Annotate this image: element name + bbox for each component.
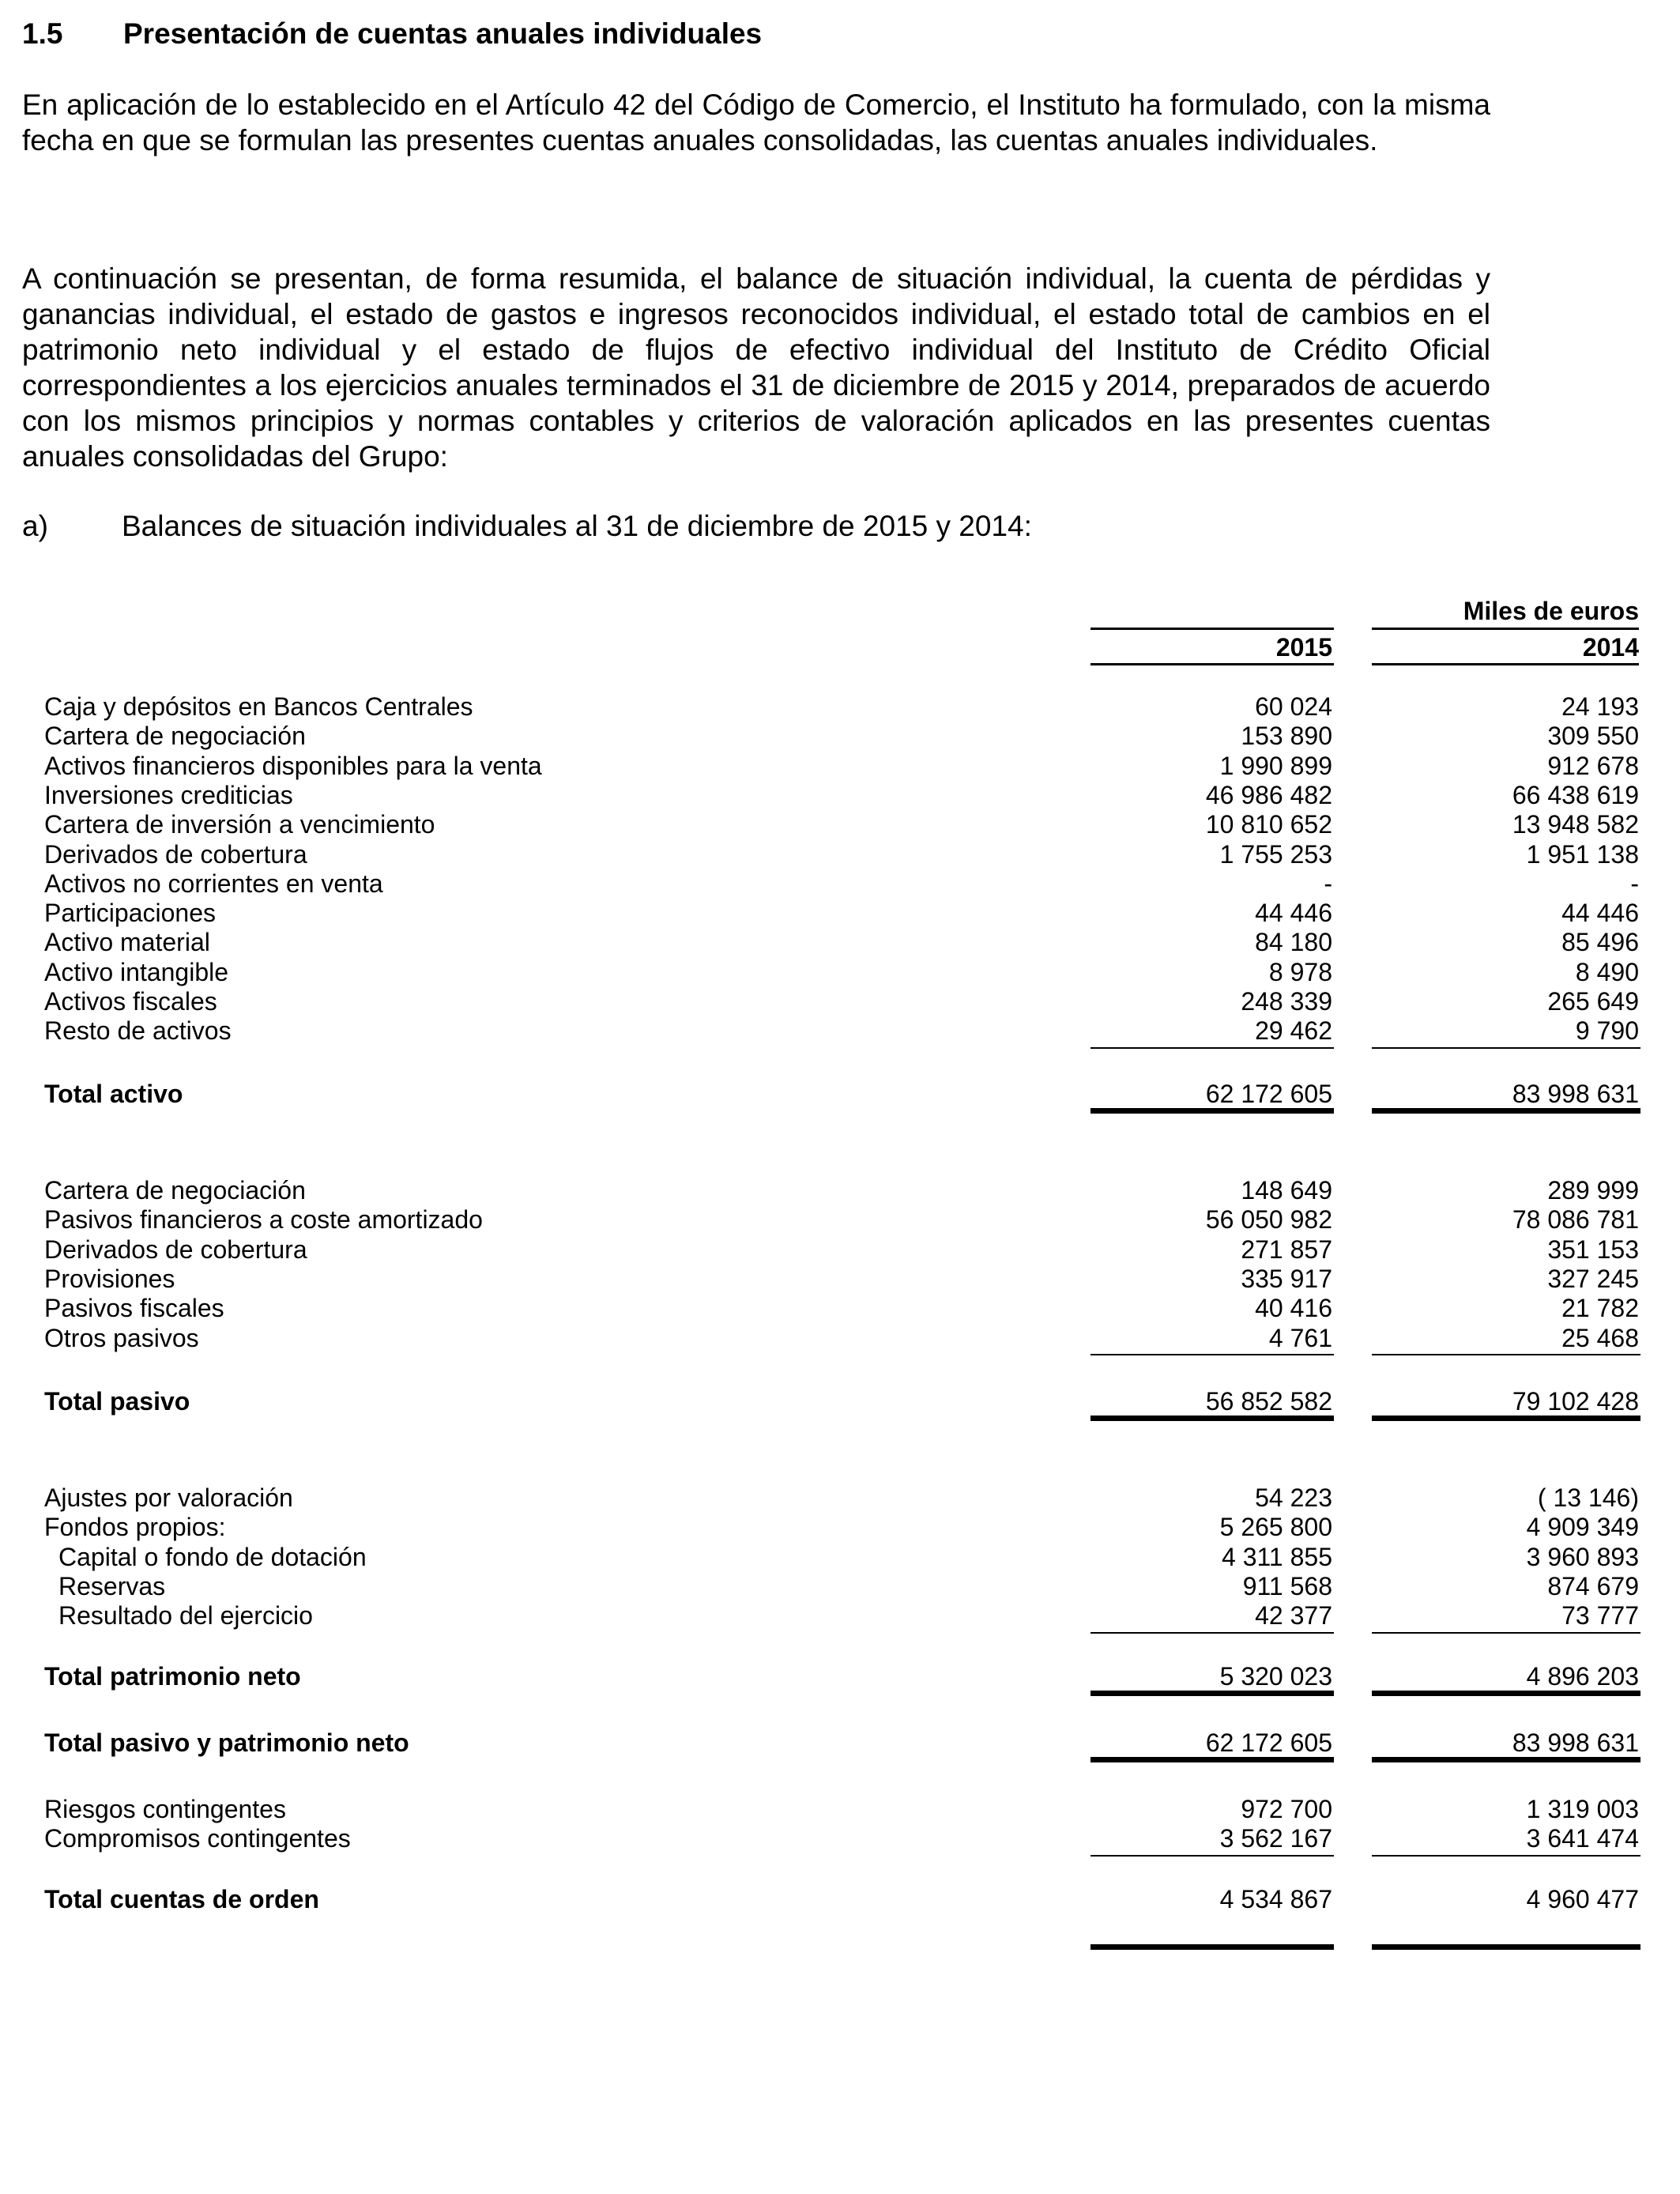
value-2015: 248 339 — [1241, 987, 1332, 1016]
value-2014: 1 951 138 — [1526, 839, 1639, 869]
value-2015: 5 320 023 — [1219, 1662, 1332, 1691]
value-2014: 309 550 — [1547, 722, 1639, 751]
table-row — [0, 1264, 1680, 1294]
header-rule — [1090, 628, 1334, 630]
subtotal-rule — [1090, 1632, 1334, 1634]
subtotal-rule — [1372, 1047, 1640, 1049]
section-title: Presentación de cuentas anuales individuales — [123, 17, 763, 50]
value-2014: 265 649 — [1547, 987, 1639, 1016]
value-2014: 289 999 — [1547, 1176, 1639, 1204]
value-2014: - — [1630, 869, 1639, 898]
table-row — [0, 1016, 1680, 1046]
table-row — [0, 1512, 1680, 1542]
table-row — [0, 1175, 1680, 1205]
list-text: Balances de situación individuales al 31 de diciembre de 2015 y 2014: — [122, 510, 1032, 542]
value-2015: 972 700 — [1241, 1795, 1332, 1823]
value-2014: 4 896 203 — [1526, 1662, 1639, 1691]
total-row — [0, 1386, 1680, 1416]
column-header-2014: 2014 — [1582, 633, 1639, 662]
table-row — [0, 809, 1680, 839]
value-2014: 44 446 — [1561, 899, 1639, 928]
value-2015: 84 180 — [1255, 928, 1332, 957]
value-2015: 29 462 — [1255, 1016, 1332, 1046]
table-row — [0, 869, 1680, 899]
row-label: Riesgos contingentes — [44, 1795, 286, 1823]
table-row — [0, 1204, 1680, 1235]
header-bottom-rule — [1090, 663, 1334, 665]
subtotal-rule — [1090, 1354, 1334, 1355]
value-2014: 351 153 — [1547, 1235, 1639, 1264]
value-2015: 911 568 — [1242, 1571, 1332, 1600]
row-label: Cartera de negociación — [44, 722, 306, 751]
row-label: Activos fiscales — [44, 987, 217, 1016]
total-row — [0, 1079, 1680, 1109]
total-underline — [1090, 1416, 1334, 1421]
row-label: Cartera de inversión a vencimiento — [44, 810, 435, 839]
table-row — [0, 898, 1680, 928]
value-2014: 78 086 781 — [1512, 1205, 1639, 1235]
unit-header: Miles de euros — [1463, 597, 1639, 625]
row-label: Activo intangible — [44, 957, 229, 986]
row-label: Ajustes por valoración — [44, 1483, 293, 1512]
table-row — [0, 1794, 1680, 1824]
total-row — [0, 1661, 1680, 1691]
value-2015: 46 986 482 — [1205, 780, 1332, 809]
value-2015: 62 172 605 — [1205, 1728, 1332, 1757]
value-2014: 13 948 582 — [1512, 810, 1639, 839]
value-2014: 8 490 — [1575, 957, 1639, 986]
subtotal-rule — [1372, 1632, 1640, 1634]
row-label: Otros pasivos — [44, 1323, 199, 1352]
summary-paragraph: A continuación se presentan, de forma resumida, el balance de situación individual, la cuenta de pérdidas y ganancias individual, el estado de gastos e ingresos reconocidos individual, el estado total de cambios en el patrimonio neto individual y el estado de flujos de efectivo individual del Instituto de Crédito Oficial correspondientes a los ejercicios anuales terminados el 31 de diciembre de 2015 y 2014, preparados de acuerdo con los mismos principios y normas contables y criterios de valoración aplicados en las presentes cuentas anuales consolidadas del Grupo: — [22, 262, 1490, 473]
table-row — [0, 986, 1680, 1016]
value-2015: 4 761 — [1268, 1323, 1332, 1352]
row-label: Caja y depósitos en Bancos Centrales — [44, 692, 473, 721]
value-2015: 4 534 867 — [1219, 1885, 1332, 1913]
value-2015: 56 050 982 — [1205, 1205, 1332, 1235]
value-2014: 9 790 — [1575, 1016, 1639, 1046]
value-2014: 66 438 619 — [1512, 780, 1639, 809]
row-label: Total cuentas de orden — [44, 1885, 319, 1913]
value-2015: 8 978 — [1268, 957, 1332, 986]
row-label: Total activo — [44, 1080, 183, 1108]
row-label: Total pasivo — [44, 1387, 190, 1416]
value-2014: 4 960 477 — [1526, 1885, 1639, 1913]
row-label: Pasivos fiscales — [44, 1294, 224, 1323]
row-label: Activos no corrientes en venta — [44, 869, 383, 898]
column-header-2015: 2015 — [1275, 633, 1332, 662]
value-2014: 21 782 — [1561, 1294, 1639, 1323]
value-2014: 874 679 — [1547, 1571, 1639, 1600]
value-2015: 271 857 — [1241, 1235, 1332, 1264]
value-2014: 83 998 631 — [1512, 1728, 1639, 1757]
table-row — [0, 751, 1680, 781]
value-2015: 335 917 — [1241, 1264, 1332, 1293]
table-row — [0, 1600, 1680, 1630]
total-underline — [1372, 1691, 1640, 1696]
value-2015: - — [1324, 869, 1332, 898]
row-label: Total pasivo y patrimonio neto — [44, 1728, 409, 1757]
row-label: Reservas — [58, 1571, 166, 1600]
subtotal-rule — [1090, 1855, 1334, 1857]
row-label: Participaciones — [44, 899, 216, 928]
table-row — [0, 780, 1680, 810]
value-2015: 60 024 — [1255, 692, 1332, 721]
table-row — [0, 1293, 1680, 1323]
row-label: Activo material — [44, 928, 210, 957]
value-2015: 40 416 — [1255, 1294, 1332, 1323]
row-label: Pasivos financieros a coste amortizado — [44, 1205, 483, 1235]
value-2014: ( 13 146) — [1537, 1483, 1639, 1512]
table-row — [0, 1571, 1680, 1601]
value-2015: 5 265 800 — [1219, 1513, 1332, 1542]
table-row — [0, 957, 1680, 987]
total-underline — [1372, 1944, 1640, 1950]
value-2015: 44 446 — [1255, 899, 1332, 928]
value-2015: 10 810 652 — [1205, 810, 1332, 839]
total-underline — [1372, 1108, 1640, 1114]
value-2014: 25 468 — [1561, 1323, 1639, 1352]
value-2014: 1 319 003 — [1526, 1795, 1639, 1823]
list-letter: a) — [22, 510, 48, 542]
row-label: Activos financieros disponibles para la venta — [44, 751, 542, 780]
subtotal-rule — [1372, 1855, 1640, 1857]
list-item-a — [22, 510, 1032, 543]
row-label: Derivados de cobertura — [44, 1235, 307, 1264]
row-label: Inversiones crediticias — [44, 780, 293, 809]
subtotal-rule — [1090, 1047, 1334, 1049]
total-row — [0, 1884, 1680, 1914]
value-2014: 912 678 — [1547, 751, 1639, 780]
section-heading — [22, 17, 762, 51]
table-row — [0, 692, 1680, 722]
value-2014: 3 960 893 — [1526, 1542, 1639, 1571]
value-2015: 62 172 605 — [1205, 1080, 1332, 1108]
total-underline — [1090, 1757, 1334, 1762]
table-row — [0, 1542, 1680, 1572]
value-2014: 73 777 — [1561, 1601, 1639, 1630]
table-row — [0, 927, 1680, 957]
total-underline — [1090, 1108, 1334, 1114]
header-rule — [1372, 628, 1639, 630]
row-label: Fondos propios: — [44, 1513, 226, 1542]
value-2015: 1 755 253 — [1219, 839, 1332, 869]
row-label: Capital o fondo de dotación — [58, 1542, 367, 1571]
value-2015: 4 311 855 — [1222, 1542, 1332, 1571]
row-label: Total patrimonio neto — [44, 1662, 301, 1691]
value-2014: 4 909 349 — [1526, 1513, 1639, 1542]
value-2014: 79 102 428 — [1512, 1387, 1639, 1416]
value-2015: 153 890 — [1241, 722, 1332, 751]
value-2015: 42 377 — [1255, 1601, 1332, 1630]
value-2014: 83 998 631 — [1512, 1080, 1639, 1108]
table-row — [0, 1323, 1680, 1353]
intro-paragraph: En aplicación de lo establecido en el Artículo 42 del Código de Comercio, el Instituto ha formulado, con la misma fecha en que se formulan las presentes cuentas anuales consolidadas, las cuentas anuales individuales. — [22, 89, 1490, 156]
value-2014: 3 641 474 — [1526, 1824, 1639, 1853]
subtotal-rule — [1372, 1354, 1640, 1355]
total-underline — [1090, 1691, 1334, 1696]
value-2014: 85 496 — [1561, 928, 1639, 957]
total-row — [0, 1728, 1680, 1758]
total-underline — [1372, 1757, 1640, 1762]
header-bottom-rule — [1372, 663, 1639, 665]
table-row — [0, 839, 1680, 869]
row-label: Provisiones — [44, 1264, 175, 1293]
row-label: Compromisos contingentes — [44, 1824, 351, 1853]
table-row — [0, 721, 1680, 751]
row-label: Cartera de negociación — [44, 1176, 306, 1204]
value-2014: 327 245 — [1547, 1264, 1639, 1293]
value-2015: 54 223 — [1255, 1483, 1332, 1512]
table-row — [0, 1235, 1680, 1265]
row-label: Derivados de cobertura — [44, 839, 307, 869]
value-2015: 148 649 — [1241, 1176, 1332, 1204]
total-underline — [1090, 1944, 1334, 1950]
value-2014: 24 193 — [1561, 692, 1639, 721]
row-label: Resultado del ejercicio — [58, 1601, 313, 1630]
table-row — [0, 1823, 1680, 1853]
section-number: 1.5 — [22, 17, 63, 50]
row-label: Resto de activos — [44, 1016, 232, 1046]
total-underline — [1372, 1416, 1640, 1421]
value-2015: 1 990 899 — [1219, 751, 1332, 780]
table-row — [0, 1483, 1680, 1513]
value-2015: 3 562 167 — [1219, 1824, 1332, 1853]
value-2015: 56 852 582 — [1205, 1387, 1332, 1416]
